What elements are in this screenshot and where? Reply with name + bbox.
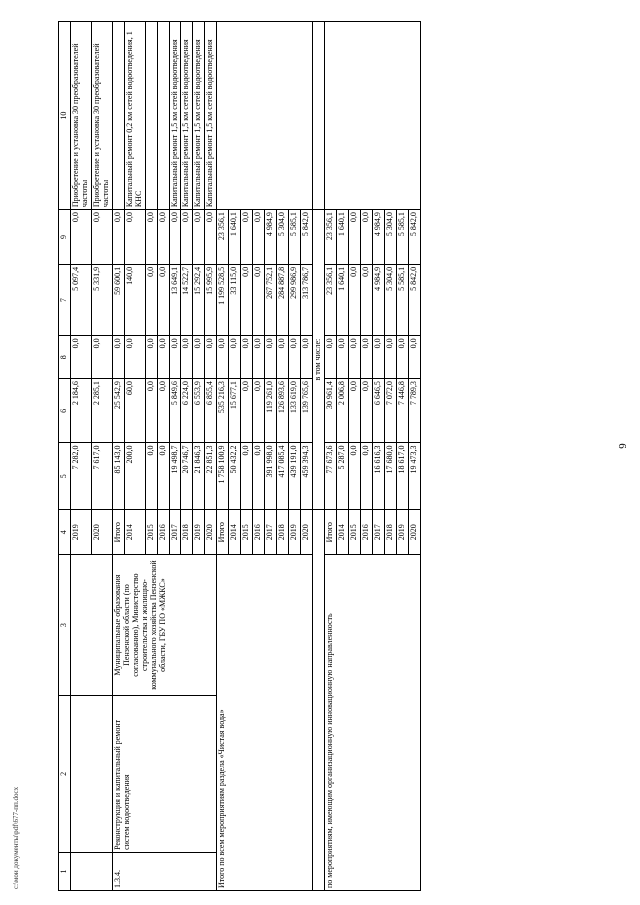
empty-cell bbox=[70, 852, 112, 890]
value-cell: 2 006,8 bbox=[336, 379, 348, 443]
value-cell: 0,0 bbox=[193, 210, 205, 265]
value-cell: 0,0 bbox=[253, 443, 265, 510]
value-cell: 0,0 bbox=[112, 210, 124, 265]
value-cell: 299 986,9 bbox=[289, 264, 301, 335]
year-cell: 2020 bbox=[408, 510, 420, 555]
including-label: в том числе: bbox=[312, 210, 324, 510]
value-cell: 0,0 bbox=[169, 336, 181, 379]
value-cell: 0,0 bbox=[253, 210, 265, 265]
year-cell: 2014 bbox=[124, 510, 145, 555]
value-cell: 22 851,3 bbox=[205, 443, 217, 510]
value-cell: 6 855,4 bbox=[205, 379, 217, 443]
value-cell: 0,0 bbox=[348, 210, 360, 265]
year-cell: 2015 bbox=[145, 510, 157, 555]
value-cell: 15 677,1 bbox=[229, 379, 241, 443]
value-cell: 17 680,0 bbox=[384, 443, 396, 510]
result-cell: Капитальный ремонт 1,5 км сетей водоотведения bbox=[205, 22, 217, 210]
value-cell: 0,0 bbox=[253, 336, 265, 379]
year-cell: 2017 bbox=[372, 510, 384, 555]
value-cell: 1 640,1 bbox=[336, 264, 348, 335]
value-cell: 140,0 bbox=[124, 264, 145, 335]
result-cell: Приобретение и установка 30 преобразователей частоты bbox=[70, 22, 91, 210]
col-header-1: 1 bbox=[59, 852, 71, 890]
value-cell: 267 752,1 bbox=[265, 264, 277, 335]
col-header-5: 5 bbox=[59, 443, 71, 510]
value-cell: 0,0 bbox=[91, 210, 112, 265]
value-cell: 0,0 bbox=[70, 210, 91, 265]
value-cell: 439 191,0 bbox=[289, 443, 301, 510]
value-cell: 13 649,1 bbox=[169, 264, 181, 335]
year-cell: 2015 bbox=[348, 510, 360, 555]
year-cell: 2018 bbox=[384, 510, 396, 555]
page-number: 6 bbox=[615, 443, 628, 449]
value-cell: 0,0 bbox=[241, 443, 253, 510]
result-cell: Капитальный ремонт 0,2 км сетей водоотведения, 1 КНС bbox=[124, 22, 145, 210]
value-cell: 0,0 bbox=[360, 443, 372, 510]
value-cell: 30 961,4 bbox=[324, 379, 336, 443]
value-cell: 7 072,0 bbox=[384, 379, 396, 443]
value-cell: 2 285,1 bbox=[91, 379, 112, 443]
year-cell: 2017 bbox=[169, 510, 181, 555]
value-cell: 0,0 bbox=[348, 264, 360, 335]
value-cell: 0,0 bbox=[348, 443, 360, 510]
value-cell: 313 786,7 bbox=[301, 264, 313, 335]
value-cell: 7 282,0 bbox=[70, 443, 91, 510]
value-cell: 0,0 bbox=[217, 336, 229, 379]
value-cell: 0,0 bbox=[157, 379, 169, 443]
value-cell: 1 640,1 bbox=[336, 210, 348, 265]
value-cell: 0,0 bbox=[157, 210, 169, 265]
value-cell: 0,0 bbox=[181, 210, 193, 265]
budget-table bbox=[58, 21, 421, 891]
result-cell bbox=[112, 22, 124, 210]
value-cell: 0,0 bbox=[348, 379, 360, 443]
value-cell: 0,0 bbox=[241, 264, 253, 335]
value-cell: 23 356,1 bbox=[217, 210, 229, 265]
year-cell: Итого bbox=[217, 510, 229, 555]
result-cell: Капитальный ремонт 1,5 км сетей водоотведения bbox=[193, 22, 205, 210]
value-cell: 5 842,0 bbox=[408, 264, 420, 335]
value-cell: 14 522,7 bbox=[181, 264, 193, 335]
col-header-6: 6 bbox=[59, 379, 71, 443]
result-cell: Капитальный ремонт 1,5 км сетей водоотведения bbox=[169, 22, 181, 210]
value-cell: 0,0 bbox=[241, 336, 253, 379]
value-cell: 0,0 bbox=[301, 336, 313, 379]
col-header-2: 2 bbox=[59, 695, 71, 852]
value-cell: 459 394,3 bbox=[301, 443, 313, 510]
year-cell: 2016 bbox=[157, 510, 169, 555]
value-cell: 0,0 bbox=[157, 264, 169, 335]
innovation-label: по мероприятиям, имеющим организационную инновационную направленность bbox=[324, 555, 420, 891]
value-cell: 0,0 bbox=[229, 336, 241, 379]
value-cell: 5 842,0 bbox=[301, 210, 313, 265]
value-cell: 0,0 bbox=[253, 264, 265, 335]
value-cell: 25 542,9 bbox=[112, 379, 124, 443]
col-header-8: 8 bbox=[59, 336, 71, 379]
value-cell: 5 585,1 bbox=[396, 210, 408, 265]
year-cell: 2016 bbox=[360, 510, 372, 555]
result-cell bbox=[157, 22, 169, 210]
value-cell: 0,0 bbox=[289, 336, 301, 379]
value-cell: 417 085,4 bbox=[277, 443, 289, 510]
value-cell: 0,0 bbox=[241, 210, 253, 265]
value-cell: 6 224,0 bbox=[181, 379, 193, 443]
value-cell: 23 356,1 bbox=[324, 210, 336, 265]
value-cell: 0,0 bbox=[145, 443, 157, 510]
value-cell: 0,0 bbox=[348, 336, 360, 379]
value-cell: 0,0 bbox=[124, 210, 145, 265]
value-cell: 0,0 bbox=[241, 379, 253, 443]
table-row bbox=[70, 22, 91, 891]
value-cell: 0,0 bbox=[112, 336, 124, 379]
value-cell: 133 619,0 bbox=[289, 379, 301, 443]
value-cell: 5 304,0 bbox=[384, 264, 396, 335]
value-cell: 0,0 bbox=[145, 210, 157, 265]
result-cell bbox=[145, 22, 157, 210]
value-cell: 59 600,1 bbox=[112, 264, 124, 335]
value-cell: 0,0 bbox=[145, 336, 157, 379]
value-cell: 5 842,0 bbox=[408, 210, 420, 265]
table-body bbox=[70, 22, 420, 891]
value-cell: 6 553,9 bbox=[193, 379, 205, 443]
value-cell: 20 746,7 bbox=[181, 443, 193, 510]
value-cell: 0,0 bbox=[324, 336, 336, 379]
value-cell: 0,0 bbox=[360, 210, 372, 265]
value-cell: 5 097,4 bbox=[70, 264, 91, 335]
value-cell: 0,0 bbox=[145, 379, 157, 443]
year-cell: 2016 bbox=[253, 510, 265, 555]
value-cell: 0,0 bbox=[145, 264, 157, 335]
value-cell: 77 673,6 bbox=[324, 443, 336, 510]
value-cell: 4 984,9 bbox=[265, 210, 277, 265]
value-cell: 5 849,6 bbox=[169, 379, 181, 443]
value-cell: 0,0 bbox=[360, 379, 372, 443]
result-cell: Капитальный ремонт 1,5 км сетей водоотведения bbox=[181, 22, 193, 210]
value-cell: 1 758 100,9 bbox=[217, 443, 229, 510]
value-cell: 0,0 bbox=[384, 336, 396, 379]
value-cell: 0,0 bbox=[360, 264, 372, 335]
value-cell: 16 616,3 bbox=[372, 443, 384, 510]
value-cell: 0,0 bbox=[265, 336, 277, 379]
value-cell: 7 617,0 bbox=[91, 443, 112, 510]
empty-cell bbox=[312, 510, 324, 891]
value-cell: 7 446,8 bbox=[396, 379, 408, 443]
value-cell: 0,0 bbox=[205, 336, 217, 379]
value-cell: 535 216,3 bbox=[217, 379, 229, 443]
value-cell: 0,0 bbox=[253, 379, 265, 443]
year-cell: Итого bbox=[112, 510, 124, 555]
year-cell: Итого bbox=[324, 510, 336, 555]
value-cell: 21 846,3 bbox=[193, 443, 205, 510]
col-header-10: 10 bbox=[59, 22, 71, 210]
value-cell: 60,0 bbox=[124, 379, 145, 443]
col-header-9: 9 bbox=[59, 210, 71, 265]
result-cell: Приобретение и установка 30 преобразователей частоты bbox=[91, 22, 112, 210]
year-cell: 2019 bbox=[193, 510, 205, 555]
year-cell: 2014 bbox=[336, 510, 348, 555]
value-cell: 19 473,3 bbox=[408, 443, 420, 510]
value-cell: 5 287,0 bbox=[336, 443, 348, 510]
value-cell: 0,0 bbox=[360, 336, 372, 379]
value-cell: 0,0 bbox=[336, 336, 348, 379]
value-cell: 50 432,2 bbox=[229, 443, 241, 510]
col-header-4: 4 bbox=[59, 510, 71, 555]
empty-cell bbox=[217, 22, 313, 210]
value-cell: 33 115,0 bbox=[229, 264, 241, 335]
value-cell: 284 887,8 bbox=[277, 264, 289, 335]
item-name: Реконструкция и капитальный ремонт систем водоотведения bbox=[112, 695, 217, 852]
empty-cell bbox=[312, 22, 324, 210]
value-cell: 19 498,7 bbox=[169, 443, 181, 510]
table-row bbox=[324, 22, 336, 891]
value-cell: 2 184,6 bbox=[70, 379, 91, 443]
year-cell: 2015 bbox=[241, 510, 253, 555]
value-cell: 15 995,9 bbox=[205, 264, 217, 335]
year-cell: 2014 bbox=[229, 510, 241, 555]
value-cell: 119 261,0 bbox=[265, 379, 277, 443]
value-cell: 0,0 bbox=[205, 210, 217, 265]
value-cell: 18 617,0 bbox=[396, 443, 408, 510]
empty-cell bbox=[70, 695, 112, 852]
year-cell: 2019 bbox=[289, 510, 301, 555]
value-cell: 5 304,0 bbox=[384, 210, 396, 265]
value-cell: 0,0 bbox=[70, 336, 91, 379]
year-cell: 2019 bbox=[70, 510, 91, 555]
value-cell: 0,0 bbox=[396, 336, 408, 379]
value-cell: 139 765,6 bbox=[301, 379, 313, 443]
value-cell: 0,0 bbox=[372, 336, 384, 379]
empty-cell bbox=[324, 22, 420, 210]
value-cell: 0,0 bbox=[157, 336, 169, 379]
value-cell: 0,0 bbox=[181, 336, 193, 379]
value-cell: 5 331,9 bbox=[91, 264, 112, 335]
value-cell: 0,0 bbox=[91, 336, 112, 379]
value-cell: 5 304,0 bbox=[277, 210, 289, 265]
value-cell: 200,0 bbox=[124, 443, 145, 510]
value-cell: 5 585,1 bbox=[289, 210, 301, 265]
value-cell: 85 143,0 bbox=[112, 443, 124, 510]
total-label: Итого по всем мероприятиям раздела «Чистая вода» bbox=[217, 555, 313, 891]
value-cell: 0,0 bbox=[157, 443, 169, 510]
item-number: 1.3.4. bbox=[112, 852, 217, 890]
value-cell: 0,0 bbox=[124, 336, 145, 379]
value-cell: 5 585,1 bbox=[396, 264, 408, 335]
empty-cell bbox=[70, 555, 112, 695]
header-row bbox=[59, 22, 71, 891]
year-cell: 2020 bbox=[205, 510, 217, 555]
year-cell: 2019 bbox=[396, 510, 408, 555]
value-cell: 0,0 bbox=[408, 336, 420, 379]
value-cell: 6 646,5 bbox=[372, 379, 384, 443]
value-cell: 4 984,9 bbox=[372, 264, 384, 335]
footer-file-path: c:\мои документы\pdf\677-пп.docx bbox=[12, 786, 20, 889]
table-row bbox=[217, 22, 229, 891]
value-cell: 15 292,4 bbox=[193, 264, 205, 335]
year-cell: 2018 bbox=[277, 510, 289, 555]
value-cell: 7 789,3 bbox=[408, 379, 420, 443]
table-row bbox=[112, 22, 124, 891]
year-cell: 2020 bbox=[91, 510, 112, 555]
value-cell: 1 640,1 bbox=[229, 210, 241, 265]
value-cell: 1 199 528,5 bbox=[217, 264, 229, 335]
value-cell: 23 356,1 bbox=[324, 264, 336, 335]
col-header-3: 3 bbox=[59, 555, 71, 695]
value-cell: 4 984,9 bbox=[372, 210, 384, 265]
value-cell: 0,0 bbox=[169, 210, 181, 265]
value-cell: 0,0 bbox=[277, 336, 289, 379]
year-cell: 2017 bbox=[265, 510, 277, 555]
value-cell: 391 998,0 bbox=[265, 443, 277, 510]
year-cell: 2018 bbox=[181, 510, 193, 555]
col-header-7: 7 bbox=[59, 264, 71, 335]
year-cell: 2020 bbox=[301, 510, 313, 555]
table-row bbox=[312, 22, 324, 891]
value-cell: 126 893,6 bbox=[277, 379, 289, 443]
item-executor: Муниципальные образования Пензенской области (по согласованию), Министерство строительства и жилищно-коммунального хозяйства Пензенской области, ГБУ ПО «МЖКС» bbox=[112, 555, 217, 695]
value-cell: 0,0 bbox=[193, 336, 205, 379]
